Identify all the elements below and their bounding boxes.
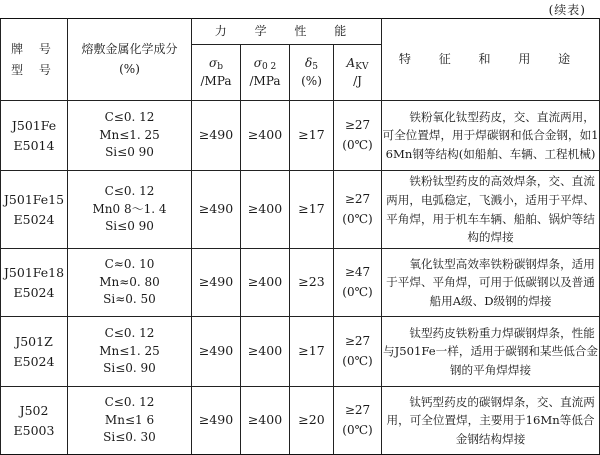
grade-cell: J501Fe18 E5024 — [1, 249, 68, 317]
impact-cell: ≥27 (0℃) — [334, 171, 382, 249]
composition-cell: C≤0. 12 Mn≤1. 25 Si≤0 90 — [68, 101, 192, 171]
yield-cell: ≥400 — [241, 101, 290, 171]
impact-cell: ≥27 (0℃) — [334, 387, 382, 455]
features-cell: 铁粉钛型药皮的高效焊条，交、直流两用，电弧稳定，飞溅小，适用于平焊、平角焊，用于机车车辆、船舶、锅炉等结构的焊接 — [382, 171, 600, 249]
features-cell: 钛型药皮铁粉重力焊碳钢焊条，性能与J501Fe一样，适用于碳钢和某些低合金钢的平角焊焊接 — [382, 317, 600, 387]
features-cell: 钛钙型药皮的碳钢焊条，交、直流两用，可全位置焊，主要用于16Mn等低合金钢结构焊接 — [382, 387, 600, 455]
yield-cell: ≥400 — [241, 317, 290, 387]
elongation-cell: ≥17 — [290, 171, 334, 249]
tensile-cell: ≥490 — [192, 317, 241, 387]
elongation-cell: ≥17 — [290, 317, 334, 387]
tensile-cell: ≥490 — [192, 387, 241, 455]
composition-cell: C≤0. 12 Mn0 8～1. 4 Si≤0 90 — [68, 171, 192, 249]
table-row — [1, 249, 600, 317]
grade-cell: J501Fe15 E5024 — [1, 171, 68, 249]
header-impact-energy: $A_{KV}$ /J — [334, 45, 382, 101]
tensile-cell: ≥490 — [192, 249, 241, 317]
features-cell: 铁粉氧化钛型药皮，交、直流两用，可全位置焊，用于焊碳钢和低合金钢，如16Mn钢等结构(如船舶、车辆、工程机械) — [382, 101, 600, 171]
composition-cell: C≈0. 10 Mn≈0. 80 Si≈0. 50 — [68, 249, 192, 317]
impact-cell: ≥47 (0℃) — [334, 249, 382, 317]
grade-cell: J502 E5003 — [1, 387, 68, 455]
yield-cell: ≥400 — [241, 249, 290, 317]
table-row — [1, 387, 600, 455]
elongation-cell: ≥23 — [290, 249, 334, 317]
header-tensile-strength: $\sigma_b$ /MPa — [192, 45, 241, 101]
table-row — [1, 317, 600, 387]
header-mechanical-properties: 力 学 性 能 — [192, 19, 382, 45]
header-features: 特 征 和 用 途 — [382, 19, 600, 101]
grade-cell: J501Fe E5014 — [1, 101, 68, 171]
electrode-spec-table — [0, 18, 600, 455]
composition-cell: C≤0. 12 Mn≤1 6 Si≤0. 30 — [68, 387, 192, 455]
header-composition: 熔敷金属化学成分 (%) — [68, 19, 192, 101]
elongation-cell: ≥17 — [290, 101, 334, 171]
table-row — [1, 171, 600, 249]
continued-label: (续表) — [548, 3, 586, 17]
elongation-cell: ≥20 — [290, 387, 334, 455]
table-row — [1, 101, 600, 171]
yield-cell: ≥400 — [241, 171, 290, 249]
tensile-cell: ≥490 — [192, 171, 241, 249]
yield-cell: ≥400 — [241, 387, 290, 455]
header-elongation: $\delta_5$ (%) — [290, 45, 334, 101]
header-grade: 牌 号 型 号 — [1, 19, 68, 101]
tensile-cell: ≥490 — [192, 101, 241, 171]
composition-cell: C≤0. 12 Mn≤1. 25 Si≤0. 90 — [68, 317, 192, 387]
features-cell: 氧化钛型高效率铁粉碳钢焊条，适用于平焊、平角焊，可用于低碳钢以及普通船用A级、D级钢的焊接 — [382, 249, 600, 317]
grade-cell: J501Z E5024 — [1, 317, 68, 387]
impact-cell: ≥27 (0℃) — [334, 317, 382, 387]
impact-cell: ≥27 (0℃) — [334, 101, 382, 171]
header-yield-strength: $\sigma_{0 2}$ /MPa — [241, 45, 290, 101]
